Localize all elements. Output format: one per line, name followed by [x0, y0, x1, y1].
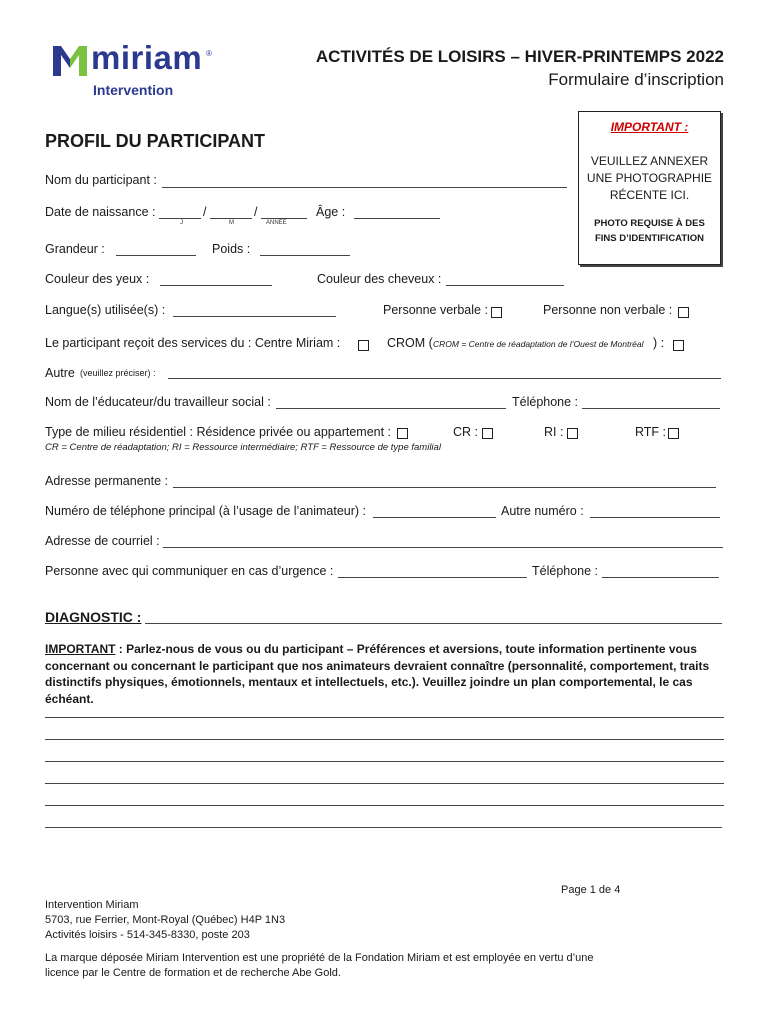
footer-trademark-note [45, 951, 593, 981]
diagnostic-important-text: : Parlez-nous de vous ou du participant – Préférences et aversions, toute information pertinente vous concernant ou concernant le participant que nos animateurs devraient connaître (personnalité, comportement, traits distinctifs physiques, émotionnels, mentaux et intellectuels, etc.). Veuillez joindre un plan comportemental, le cas échéant. [45, 642, 710, 706]
form-subtitle: Formulaire d’inscription [548, 70, 724, 89]
label-telephone-urgence: Téléphone : [532, 564, 599, 578]
diagnostic-important-label: IMPORTANT [45, 642, 116, 656]
label-telephone-educateur: Téléphone : [512, 395, 579, 409]
diagnostic-line[interactable] [45, 761, 724, 762]
photo-attachment-box [578, 111, 721, 265]
height-field[interactable] [116, 255, 196, 256]
footer-org-name: Intervention Miriam [45, 899, 139, 911]
diagnostic-line[interactable] [45, 739, 724, 740]
verbal-checkbox[interactable] [491, 304, 502, 322]
label-yeux: Couleur des yeux : [45, 272, 150, 286]
address-field[interactable] [173, 487, 716, 488]
educator-phone-field[interactable] [582, 408, 720, 409]
diagnostic-line[interactable] [45, 717, 724, 718]
label-autre-numero: Autre numéro : [501, 504, 584, 518]
age-field[interactable] [354, 218, 440, 219]
label-autre: Autre [45, 366, 75, 380]
nom-field[interactable] [162, 187, 567, 188]
hair-color-field[interactable] [446, 285, 564, 286]
footer-organization [45, 898, 285, 943]
crom-close: ) : [653, 336, 665, 350]
photo-instruction-line1: VEUILLEZ ANNEXER [590, 154, 709, 168]
date-hint-day: J [180, 220, 183, 226]
emergency-contact-field[interactable] [338, 577, 527, 578]
logo-subtitle: Intervention [93, 82, 174, 98]
cr-checkbox[interactable] [482, 425, 493, 443]
label-age: Âge : [316, 205, 346, 219]
photo-required-line1: PHOTO REQUISE À DES [594, 218, 705, 229]
label-urgence: Personne avec qui communiquer en cas d’urgence : [45, 564, 334, 578]
registered-mark: ® [206, 49, 212, 58]
footer-note-line1: La marque déposée Miriam Intervention est une propriété de la Fondation Miriam et est employée en vertu d’une [45, 952, 594, 964]
date-hint-year: ANNÉE [266, 220, 287, 226]
form-title: ACTIVITÉS DE LOISIRS – HIVER-PRINTEMPS 2022 [315, 47, 724, 66]
birth-month-field[interactable] [210, 218, 252, 219]
label-nom: Nom du participant : [45, 173, 157, 187]
diagnostic-line[interactable] [45, 827, 722, 828]
label-educateur: Nom de l’éducateur/du travailleur social : [45, 395, 271, 409]
label-cr: CR : [453, 425, 478, 439]
label-courriel: Adresse de courriel : [45, 534, 160, 548]
non-verbal-checkbox[interactable] [678, 304, 689, 322]
label-rtf: RTF : [635, 425, 667, 439]
private-residence-checkbox[interactable] [397, 425, 408, 443]
date-separator: / [254, 205, 258, 219]
photo-instruction-line3: RÉCENTE ICI. [609, 188, 690, 202]
other-services-field[interactable] [168, 378, 721, 379]
diagnostic-instructions [45, 641, 725, 707]
label-poids: Poids : [212, 242, 251, 256]
page-number: Page 1 de 4 [561, 884, 621, 896]
photo-important-label: IMPORTANT : [610, 120, 689, 134]
photo-required-line2: FINS D’IDENTIFICATION [594, 233, 705, 244]
crom-definition: CROM = Centre de réadaptation de l’Ouest de Montréal [433, 339, 644, 349]
emergency-phone-field[interactable] [602, 577, 719, 578]
section-title-profil: PROFIL DU PARTICIPANT [45, 131, 265, 151]
label-naissance: Date de naissance : [45, 205, 156, 219]
birth-year-field[interactable] [261, 218, 307, 219]
ri-checkbox[interactable] [567, 425, 578, 443]
miriam-logo [53, 39, 223, 102]
label-crom: CROM ( [387, 336, 433, 350]
label-cheveux: Couleur des cheveux : [317, 272, 442, 286]
centre-miriam-checkbox[interactable] [358, 337, 369, 355]
label-grandeur: Grandeur : [45, 242, 105, 256]
label-tel-principal: Numéro de téléphone principal (à l’usage de l’animateur) : [45, 504, 367, 518]
milieu-note: CR = Centre de réadaptation; RI = Ressource intermédiaire; RTF = Ressource de type familial [45, 442, 441, 453]
diagnostic-field[interactable] [145, 623, 722, 624]
footer-org-address: 5703, rue Ferrier, Mont-Royal (Québec) H4P 1N3 [45, 914, 286, 926]
label-non-verbale: Personne non verbale : [543, 303, 673, 317]
crom-checkbox[interactable] [673, 337, 684, 355]
miriam-logo-mark-icon [53, 46, 87, 76]
educator-field[interactable] [276, 408, 506, 409]
diagnostic-title: DIAGNOSTIC : [45, 609, 142, 625]
logo-wordmark: miriam [91, 39, 203, 76]
label-verbale: Personne verbale : [383, 303, 488, 317]
label-services: Le participant reçoit des services du : Centre Miriam : [45, 336, 341, 350]
footer-org-phone: Activités loisirs - 514-345-8330, poste 203 [45, 929, 250, 941]
rtf-checkbox[interactable] [668, 425, 679, 443]
eye-color-field[interactable] [160, 285, 272, 286]
language-field[interactable] [173, 316, 336, 317]
label-milieu: Type de milieu résidentiel : Résidence privée ou appartement : [45, 425, 392, 439]
autre-hint: (veuillez préciser) : [80, 368, 156, 378]
label-adresse: Adresse permanente : [45, 474, 168, 488]
date-separator: / [203, 205, 207, 219]
diagnostic-line[interactable] [45, 805, 724, 806]
label-ri: RI : [544, 425, 564, 439]
weight-field[interactable] [260, 255, 350, 256]
label-langue: Langue(s) utilisée(s) : [45, 303, 166, 317]
other-phone-field[interactable] [590, 517, 720, 518]
main-phone-field[interactable] [373, 517, 496, 518]
footer-note-line2: licence par le Centre de formation et de recherche Abe Gold. [45, 967, 341, 979]
email-field[interactable] [163, 547, 723, 548]
date-hint-month: M [229, 220, 234, 226]
photo-instruction-line2: UNE PHOTOGRAPHIE [586, 171, 713, 185]
birth-day-field[interactable] [159, 218, 201, 219]
diagnostic-line[interactable] [45, 783, 724, 784]
